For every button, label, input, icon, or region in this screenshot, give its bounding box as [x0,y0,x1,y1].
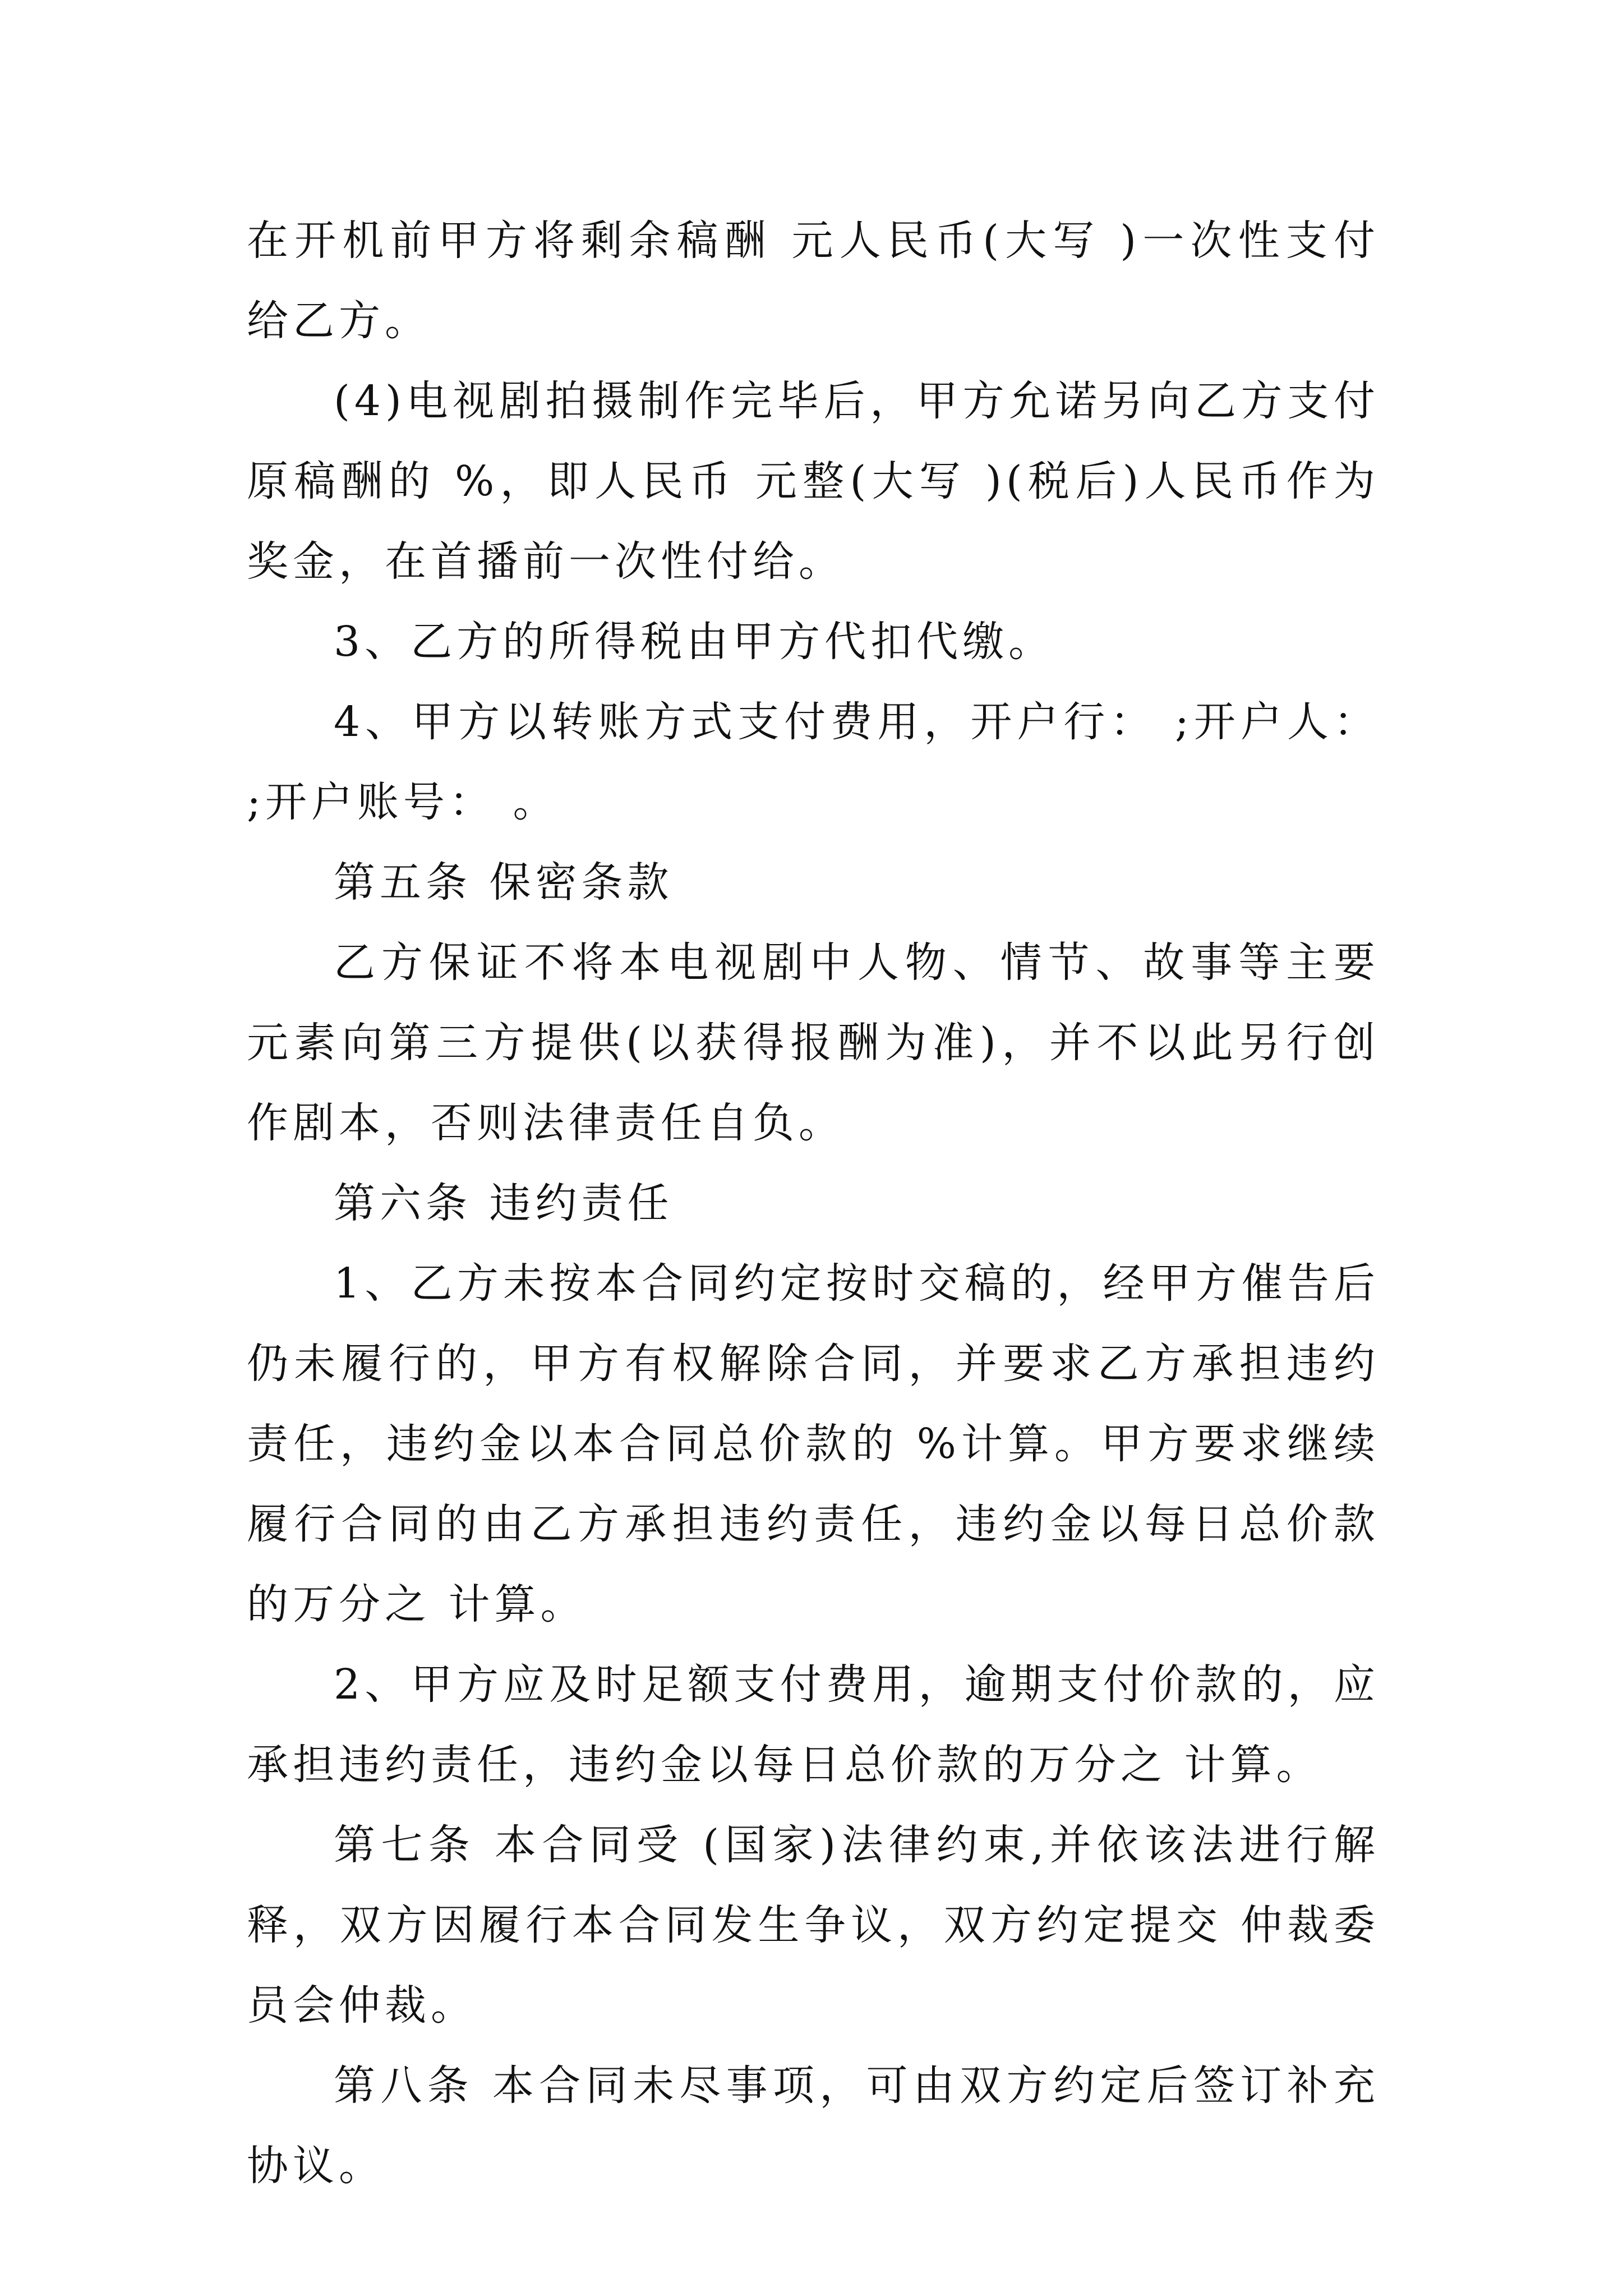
paragraph-late-payment-penalty: 2、甲方应及时足额支付费用，逾期支付价款的，应承担违约责任，违约金以每日总价款的万分之 计算。 [247,1660,1380,1789]
paragraph-income-tax: 3、乙方的所得税由甲方代扣代缴。 [334,618,1055,666]
document-body [247,201,1380,2206]
paragraph-remaining-fee-payment: 在开机前甲方将剩余稿酬 元人民币(大写 )一次性支付给乙方。 [247,217,1380,345]
section-heading-confidentiality: 第五条 保密条款 [334,858,674,907]
paragraph-supplementary-agreement: 第八条 本合同未尽事项，可由双方约定后签订补充协议。 [247,2062,1380,2190]
paragraph-governing-law: 第七条 本合同受 (国家)法律约束,并依该法进行解释，双方因履行本合同发生争议，双方约定提交 仲裁委员会仲裁。 [247,1821,1380,2030]
paragraph-bank-transfer: 4、甲方以转账方式支付费用，开户行： ;开户人： ;开户账号： 。 [247,698,1380,826]
section-heading-breach-liability: 第六条 违约责任 [334,1179,674,1227]
paragraph-bonus-payment: (4)电视剧拍摄制作完毕后，甲方允诺另向乙方支付原稿酬的 %，即人民币 元整(大写 )(税后)人民币作为奖金，在首播前一次性付给。 [247,377,1380,586]
paragraph-confidentiality: 乙方保证不将本电视剧中人物、情节、故事等主要元素向第三方提供(以获得报酬为准)，并不以此另行创作剧本，否则法律责任自负。 [247,938,1380,1147]
paragraph-late-submission-penalty: 1、乙方未按本合同约定按时交稿的，经甲方催告后仍未履行的，甲方有权解除合同，并要求乙方承担违约责任，违约金以本合同总价款的 %计算。甲方要求继续履行合同的由乙方承担违约责任，违约金以每日总价款的万分之 计算。 [247,1259,1380,1628]
